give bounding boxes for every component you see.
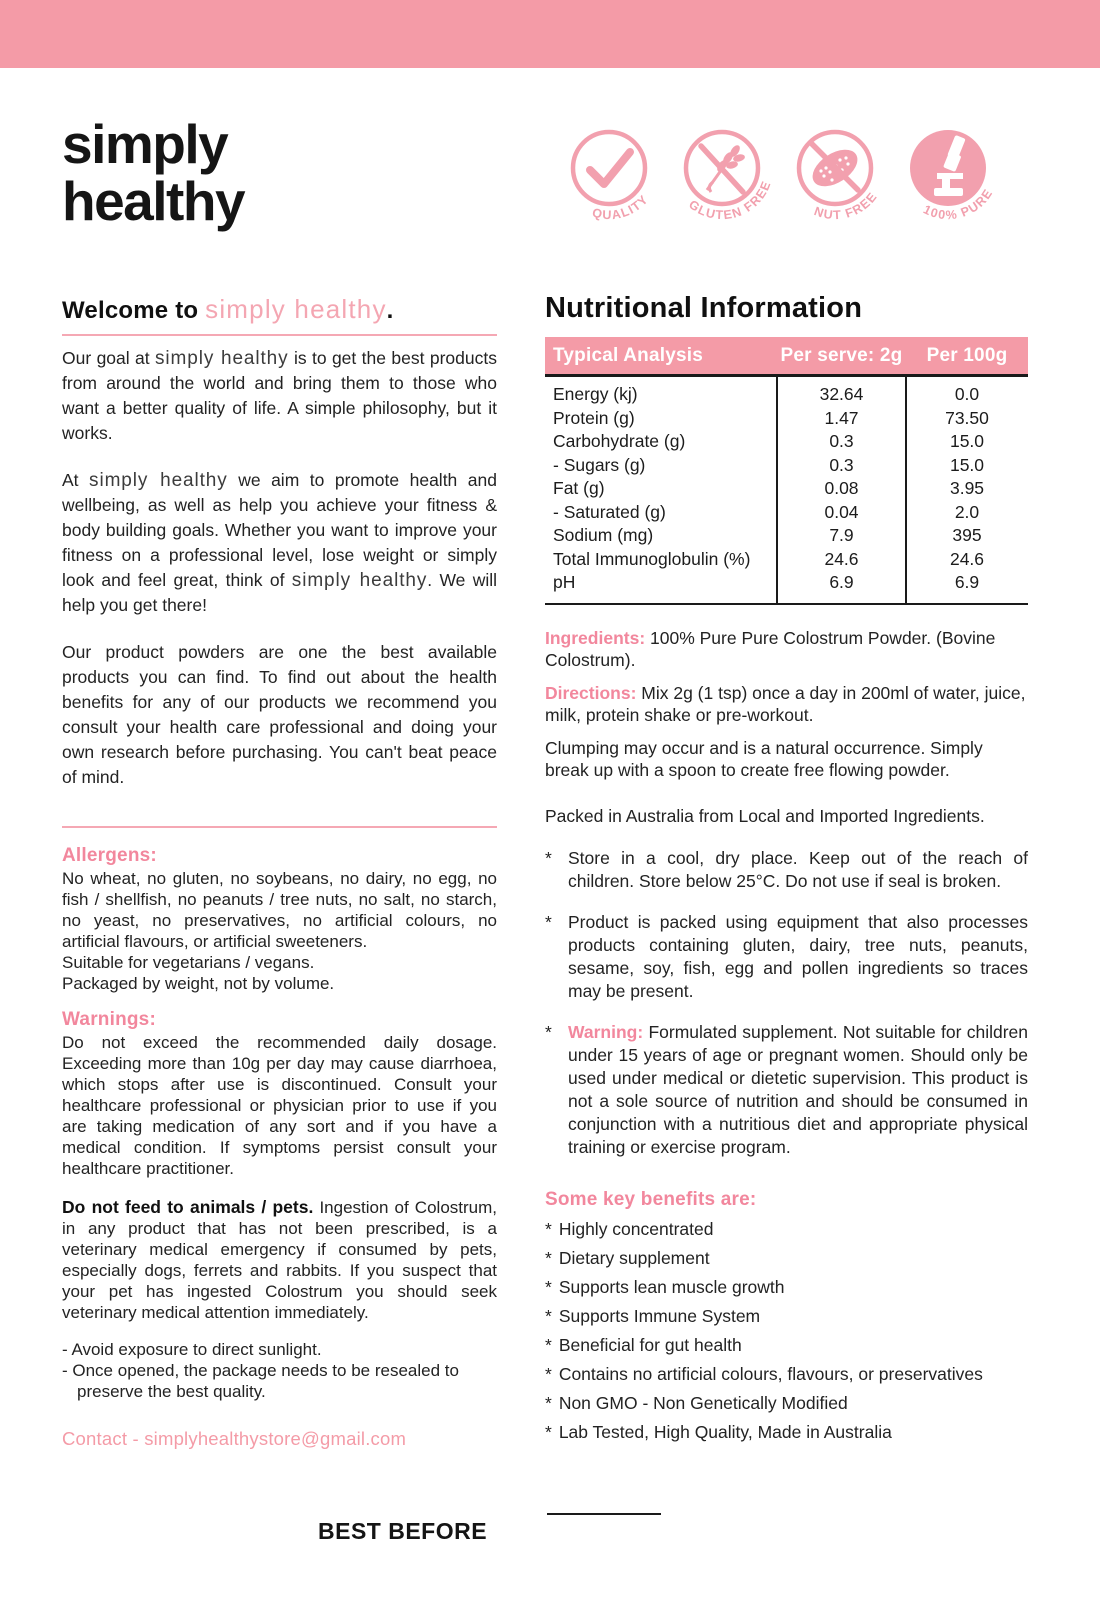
pets-warning	[62, 1197, 497, 1323]
storage-note	[545, 847, 1028, 893]
benefit-item	[545, 1394, 1028, 1413]
benefits-heading: Some key benefits are:	[545, 1188, 757, 1210]
star-bullet: *	[545, 1392, 552, 1413]
ingredients-label: Ingredients:	[545, 627, 646, 648]
paragraph-text: is to get the best products from around the world and bring them to those who want a better quality of life. A simple philosophy, but it works.	[62, 348, 497, 443]
table-row	[545, 454, 1028, 478]
nutrient-name: - Sugars (g)	[553, 454, 646, 475]
star-bullet: *	[545, 1247, 552, 1268]
nutrient-name: Fat (g)	[553, 478, 605, 499]
best-before-label: BEST BEFORE	[318, 1518, 488, 1544]
benefit-item	[545, 1336, 1028, 1355]
intro-paragraph-2	[62, 468, 497, 618]
per-100g-value: 15.0	[949, 431, 985, 452]
supplement-warning-note	[545, 1021, 1028, 1159]
nut-free-badge-label: NUT FREE	[812, 189, 881, 223]
benefit-item	[545, 1249, 1028, 1268]
per-serve-value: 0.3	[829, 454, 854, 475]
nutrient-name: Total Immunoglobulin (%)	[553, 548, 751, 569]
star-bullet: *	[545, 1305, 552, 1326]
intro-paragraph-3: Our product powders are one the best available products you can find. To find out about the health benefits for any of our products we recommend you consult your health care professional and doing your own research before purchasing. You can't beat peace of mind.	[62, 642, 497, 787]
nut-free-icon	[806, 142, 864, 194]
allergens-heading: Allergens:	[62, 845, 157, 866]
star-bullet: *	[545, 1421, 552, 1442]
benefit-item	[545, 1423, 1028, 1442]
packaged-by-weight-note: Packaged by weight, not by volume.	[62, 974, 335, 993]
supplement-warning-text: Formulated supplement. Not suitable for children under 15 years of age or pregnant women. Should only be used under medical or dietetic supervision. This product is not a sole source of nutrition and should be consumed in conjunction with a nutritious diet and appropriate physical training or exercise program.	[568, 1021, 1028, 1157]
benefit-item	[545, 1220, 1028, 1239]
per-100g-value: 0.0	[954, 384, 980, 405]
gluten-free-icon	[701, 144, 745, 192]
brand-logo	[62, 113, 245, 232]
allergens-text: No wheat, no gluten, no soybeans, no dairy, no egg, no fish / shellfish, no peanuts / tree nuts, no salt, no starch, no yeast, no preservatives, no artificial colours, no artificial flavours, or artificial sweeteners.	[62, 869, 497, 951]
star-bullet: *	[545, 1363, 552, 1384]
left-column	[62, 294, 497, 1450]
per-serve-value: 7.9	[829, 525, 854, 546]
pets-warning-text: Ingestion of Colostrum, in any product that has not been prescribed, is a veterinary medical emergency if consumed by pets, especially dogs, ferrets and rabbits. If you suspect that your pet has ingested Colostrum you should seek veterinary medical attention immediately.	[62, 1198, 497, 1322]
section-divider	[62, 826, 497, 828]
allergens-section	[62, 844, 497, 994]
badge-circle	[573, 132, 645, 204]
pure-badge	[901, 124, 1014, 236]
table-row	[545, 383, 1028, 407]
per-serve-value: 1.47	[824, 407, 859, 428]
directions-text: Mix 2g (1 tsp) once a day in 200ml of water, juice, milk, protein shake or pre-workout.	[545, 682, 1026, 725]
welcome-suffix: .	[386, 297, 394, 324]
contact-email: Contact - simplyhealthystore@gmail.com	[62, 1428, 407, 1449]
welcome-brand-name: simply healthy	[205, 294, 387, 324]
per-100g-value: 6.9	[954, 572, 980, 593]
paragraph-text: we aim to promote health and wellbeing, as well as help you achieve your fitness & body building goals. Whether you want to improve your fitness on a professional level, lose weight or simply look and feel great, think of	[62, 470, 497, 590]
ingredients-text: 100% Pure Pure Colostrum Powder. (Bovine Colostrum).	[545, 627, 996, 670]
nutrient-name: Sodium (mg)	[553, 525, 654, 546]
benefit-item	[545, 1365, 1028, 1384]
paragraph-text: . We will help you get there!	[62, 570, 498, 615]
quality-badge	[562, 124, 675, 236]
best-before-date-line	[547, 1513, 661, 1515]
per-serve-value: 32.64	[819, 384, 864, 405]
benefit-text: Supports lean muscle growth	[558, 1276, 785, 1297]
table-column-divider	[776, 377, 778, 603]
table-row	[545, 501, 1028, 525]
nutrition-table-header	[545, 337, 1028, 374]
per-100g-value: 3.95	[949, 478, 985, 499]
benefit-text: Supports Immune System	[558, 1305, 761, 1326]
table-row	[545, 548, 1028, 572]
benefits-list	[545, 1220, 1028, 1442]
nutrient-name: Protein (g)	[553, 407, 635, 428]
table-row	[545, 524, 1028, 548]
warnings-text: Do not exceed the recommended daily dosage. Exceeding more than 10g per day may cause diarrhoea, which stops after use is discontinued. Consult your healthcare professional or physician prior to use if you are taking medication of any sort and if you have a medical condition. If symptoms persist consult your healthcare practitioner.	[62, 1033, 497, 1178]
vegetarian-note: Suitable for vegetarians / vegans.	[62, 953, 315, 972]
nutrition-table	[545, 337, 1028, 605]
top-accent-bar	[0, 0, 1100, 68]
ingredients-line	[545, 627, 1028, 671]
nutrition-title: Nutritional Information	[545, 292, 863, 324]
warnings-section	[62, 1008, 497, 1179]
right-column	[545, 292, 1028, 1452]
table-row	[545, 571, 1028, 595]
column-header-per-100g: Per 100g	[926, 344, 1008, 366]
storage-note-text: Store in a cool, dry place. Keep out of the reach of children. Store below 25°C. Do not use if seal is broken.	[568, 847, 1028, 891]
brand-name-inline: simply healthy	[89, 470, 228, 491]
star-bullet: *	[545, 847, 552, 868]
benefit-item	[545, 1307, 1028, 1326]
per-100g-value: 73.50	[945, 407, 989, 428]
benefit-text: Contains no artificial colours, flavours, or preservatives	[558, 1363, 983, 1384]
nutrient-name: - Saturated (g)	[553, 501, 666, 522]
storage-tip: - Avoid exposure to direct sunlight.	[62, 1340, 322, 1359]
pure-badge-label: 100% PURE	[921, 186, 996, 223]
badge-row	[562, 124, 1014, 236]
star-bullet: *	[545, 1276, 552, 1297]
gluten-free-badge	[675, 124, 788, 236]
star-bullet: *	[545, 911, 552, 932]
benefit-text: Non GMO - Non Genetically Modified	[558, 1392, 848, 1413]
per-serve-value: 0.04	[824, 501, 859, 522]
warnings-heading: Warnings:	[62, 1009, 156, 1030]
pets-warning-bold: Do not feed to animals / pets.	[62, 1197, 314, 1217]
intro-paragraph-1	[62, 346, 497, 446]
column-header-per-serve: Per serve: 2g	[780, 344, 903, 366]
brand-logo-line2: healthy	[62, 170, 245, 232]
paragraph-text: At	[62, 470, 90, 490]
nutrient-name: Energy (kj)	[553, 384, 638, 405]
nutrient-name: Carbohydrate (g)	[553, 431, 686, 452]
benefit-item	[545, 1278, 1028, 1297]
nutrient-name: pH	[553, 572, 576, 593]
benefit-text: Lab Tested, High Quality, Made in Australia	[558, 1421, 892, 1442]
directions-line	[545, 682, 1028, 726]
table-row	[545, 407, 1028, 431]
brand-name-inline: simply healthy	[291, 570, 428, 591]
traces-note-text: Product is packed using equipment that also processes products containing gluten, dairy, tree nuts, peanuts, sesame, soy, fish, egg and pollen ingredients so traces may be present.	[568, 911, 1028, 1001]
packed-in-australia-note: Packed in Australia from Local and Imported Ingredients.	[545, 805, 985, 826]
benefit-text: Beneficial for gut health	[558, 1334, 742, 1355]
warning-label: Warning:	[568, 1021, 644, 1042]
benefit-text: Dietary supplement	[558, 1247, 710, 1268]
quality-badge-label: QUALITY	[590, 192, 652, 223]
star-bullet: *	[545, 1218, 552, 1239]
per-100g-value: 24.6	[949, 548, 985, 569]
paragraph-text: Our goal at	[62, 348, 156, 368]
brand-name-inline: simply healthy	[155, 348, 289, 369]
nut-free-badge	[788, 124, 901, 236]
per-serve-value: 24.6	[824, 548, 859, 569]
table-column-divider	[905, 377, 907, 603]
clumping-note: Clumping may occur and is a natural occurrence. Simply break up with a spoon to create free flowing powder.	[545, 737, 983, 780]
per-100g-value: 2.0	[954, 501, 980, 522]
star-bullet: *	[545, 1021, 552, 1042]
check-icon	[590, 152, 630, 184]
gluten-free-badge-label: GLUTEN FREE	[686, 178, 774, 223]
per-serve-value: 0.08	[824, 478, 859, 499]
storage-tips-list	[62, 1339, 497, 1402]
directions-label: Directions:	[545, 682, 637, 703]
table-row	[545, 477, 1028, 501]
per-serve-value: 0.3	[829, 431, 854, 452]
star-bullet: *	[545, 1334, 552, 1355]
per-100g-value: 15.0	[949, 454, 985, 475]
brand-logo-line1: simply	[62, 113, 228, 175]
nutrition-table-body	[545, 374, 1028, 605]
storage-tip: - Once opened, the package needs to be resealed to preserve the best quality.	[62, 1361, 459, 1401]
table-row	[545, 430, 1028, 454]
welcome-heading	[62, 294, 497, 336]
column-header-typical-analysis: Typical Analysis	[553, 344, 703, 366]
per-100g-value: 395	[952, 525, 982, 546]
traces-note	[545, 911, 1028, 1003]
per-serve-value: 6.9	[829, 572, 854, 593]
welcome-prefix: Welcome to	[62, 297, 206, 324]
benefit-text: Highly concentrated	[558, 1218, 714, 1239]
